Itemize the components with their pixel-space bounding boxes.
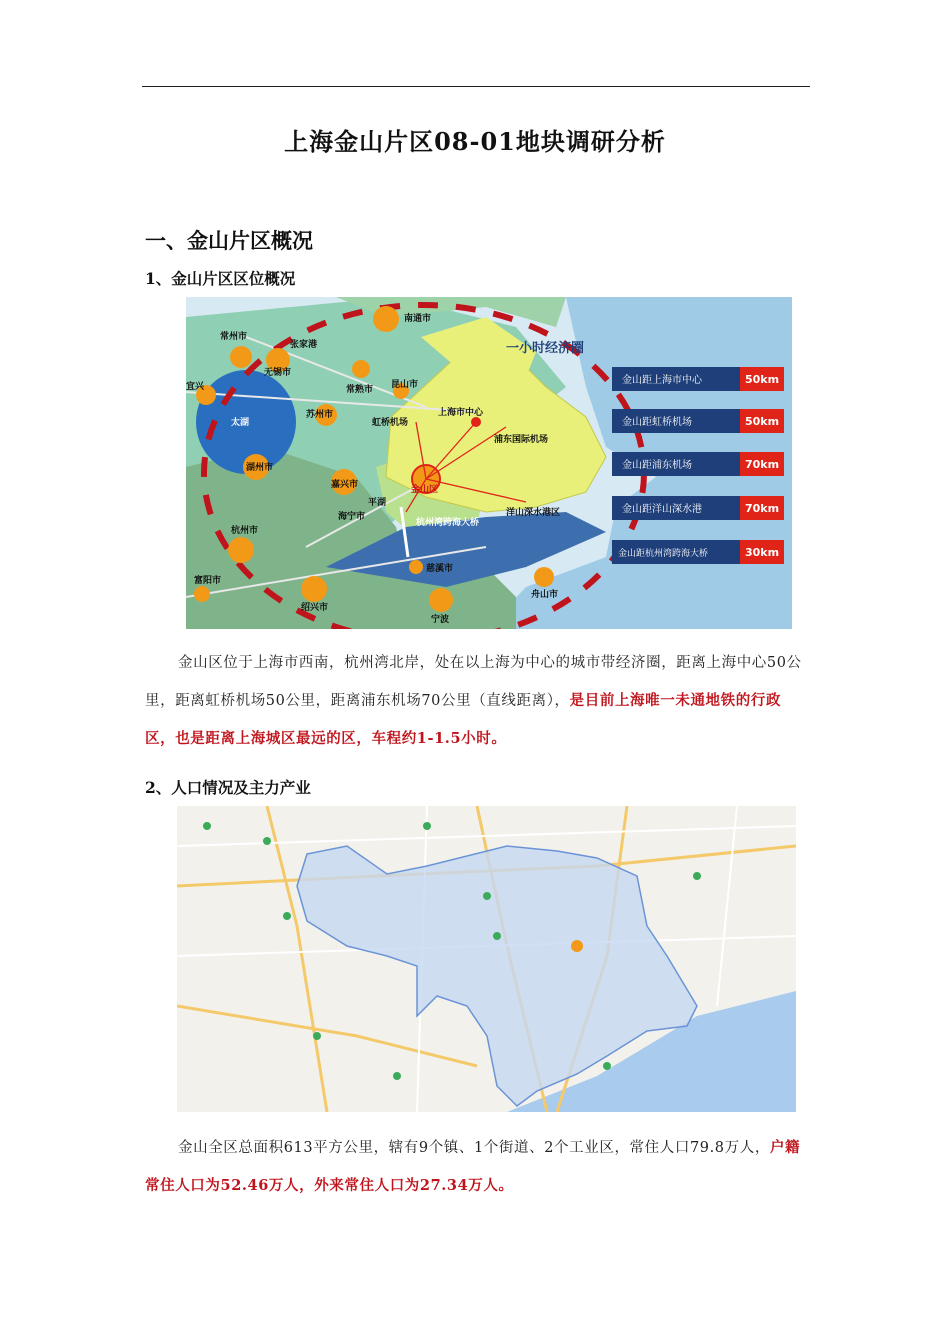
- section-heading: 一、金山片区概况: [145, 228, 313, 253]
- map-label-zhangjiagang: 张家港: [290, 340, 318, 350]
- map-label-shaoxing: 绍兴市: [301, 603, 329, 613]
- subsection-heading-population: 2、人口情况及主力产业: [145, 778, 311, 797]
- map-label-yixing: 宜兴: [186, 382, 205, 392]
- population-paragraph: [145, 1129, 810, 1205]
- map-label-kunshan: 昆山市: [391, 380, 419, 390]
- distance-label-hongqiao: 金山距虹桥机场: [622, 417, 692, 428]
- distance-label-pudong: 金山距浦东机场: [622, 460, 692, 471]
- district-center-marker: [571, 940, 583, 952]
- map-label-haining: 海宁市: [338, 512, 366, 522]
- location-paragraph-text: 金山区位于上海市西南，杭州湾北岸，处在以上海为中心的城市带经济圈，距离上海中心50公里，距离虹桥机场50公里，距离浦东机场70公里（直线距离），: [145, 655, 802, 709]
- distance-value-pudong: 70km: [745, 458, 780, 471]
- distance-value-yangshan: 70km: [745, 502, 780, 515]
- map-label-zhoushan: 舟山市: [531, 590, 559, 600]
- document-title: 上海金山片区08-01地块调研分析: [284, 127, 666, 156]
- map-label-nantong: 南通市: [404, 314, 432, 324]
- map-label-bay-bridge: 杭州湾跨海大桥: [416, 518, 480, 528]
- map-label-wuxi: 无锡市: [264, 368, 292, 378]
- map-label-pudong-airport: 浦东国际机场: [494, 435, 549, 445]
- map-label-jiaxing: 嘉兴市: [331, 480, 359, 490]
- map-label-pinghu: 平湖: [368, 498, 387, 508]
- distance-label-bay-bridge: 金山距杭州湾跨海大桥: [618, 549, 709, 559]
- map-label-changzhou: 常州市: [220, 332, 248, 342]
- distance-value-hongqiao: 50km: [745, 415, 780, 428]
- distance-value-city-center: 50km: [745, 373, 780, 386]
- map-label-suzhou: 苏州市: [306, 410, 334, 420]
- population-paragraph-text: 金山全区总面积613平方公里，辖有9个镇、1个街道、2个工业区，常住人口79.8万人，: [178, 1140, 770, 1156]
- distance-label-yangshan: 金山距洋山深水港: [622, 504, 702, 515]
- map-label-ningbo: 宁波: [431, 615, 450, 625]
- map-label-hangzhou: 杭州市: [231, 526, 259, 536]
- distance-value-bay-bridge: 30km: [745, 546, 780, 559]
- location-paragraph: [145, 645, 810, 758]
- subsection-heading-location: 1、金山片区区位概况: [145, 269, 296, 288]
- map-label-huzhou: 湖州市: [246, 463, 274, 473]
- map-label-taihu: 太湖: [231, 418, 250, 428]
- map-label-hongqiao: 虹桥机场: [372, 418, 409, 428]
- header-rule: [142, 86, 810, 87]
- map-label-yangshan: 洋山深水港区: [506, 508, 561, 518]
- economic-circle-label: 一小时经济圈: [506, 341, 585, 356]
- map-label-jinshan: 金山区: [411, 485, 439, 495]
- map-label-changshu: 常熟市: [346, 385, 374, 395]
- population-paragraph-highlight: 户籍常住人口为52.46万人，外来常住人口为27.34万人。: [145, 1139, 801, 1194]
- distance-label-city-center: 金山距上海市中心: [622, 375, 702, 386]
- map-label-fuyang: 富阳市: [194, 576, 222, 586]
- location-paragraph-highlight: 是目前上海唯一未通地铁的行政区，也是距离上海城区最远的区，车程约1-1.5小时。: [145, 692, 782, 747]
- district-boundary-map: [177, 806, 796, 1112]
- map-label-cixi: 慈溪市: [426, 564, 454, 574]
- map-label-shanghai-center: 上海市中心: [438, 408, 484, 418]
- regional-location-map: [186, 297, 792, 629]
